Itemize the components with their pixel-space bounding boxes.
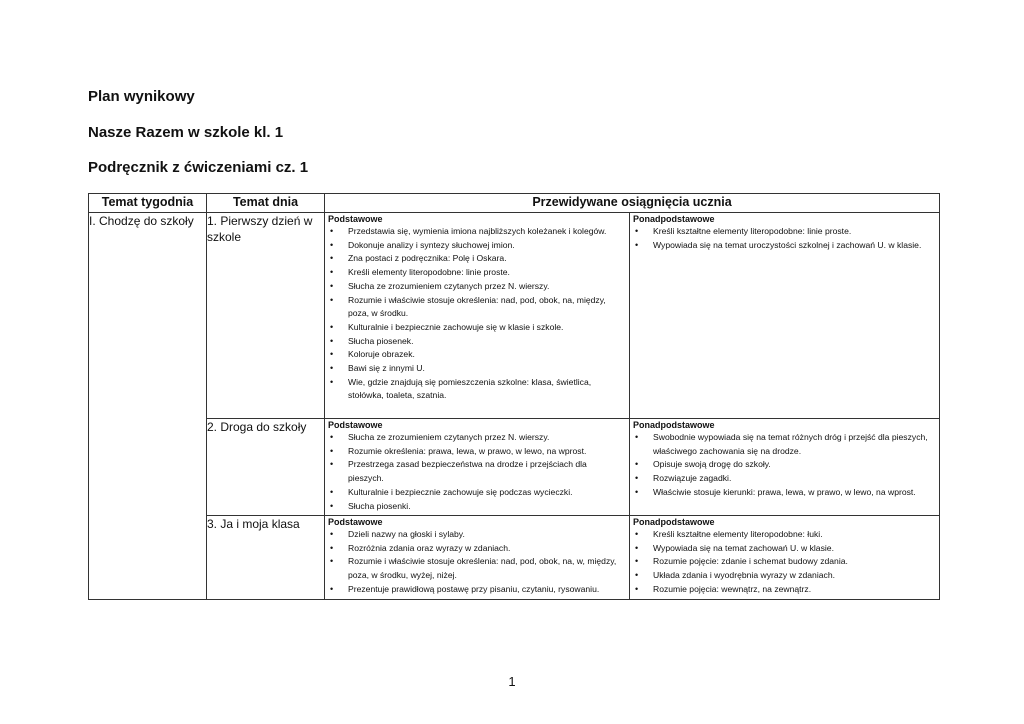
document-title: Plan wynikowy — [88, 88, 195, 105]
list-item: • Układa zdania i wyodrębnia wyrazy w zdaniach. — [633, 569, 935, 583]
list-item: • Słucha ze zrozumieniem czytanych przez N. wierszy. — [328, 431, 625, 445]
extended-goals-list — [630, 528, 939, 597]
list-item: • Bawi się z innymi U. — [328, 362, 625, 376]
basic-goals-list — [325, 431, 629, 513]
list-item: • Opisuje swoją drogę do szkoły. — [633, 458, 935, 472]
list-item: • Kreśli kształtne elementy literopodobne: łuki. — [633, 528, 935, 542]
extended-label: Ponadpodstawowe — [633, 517, 715, 527]
list-item: • Zna postaci z podręcznika: Polę i Oskara. — [328, 252, 625, 266]
basic-goals-cell — [325, 516, 630, 600]
extended-goals-list — [630, 225, 939, 252]
extended-goals-cell — [630, 419, 940, 516]
basic-goals-cell — [325, 213, 630, 419]
list-item: • Kreśli elementy literopodobne: linie proste. — [328, 266, 625, 280]
list-item: • Rozróżnia zdania oraz wyrazy w zdaniach. — [328, 542, 625, 556]
extended-goals-cell — [630, 516, 940, 600]
list-item: • Rozumie określenia: prawa, lewa, w prawo, w lewo, na wprost. — [328, 445, 625, 459]
week-topic-cell: I. Chodzę do szkoły — [89, 213, 207, 600]
table-row — [89, 213, 940, 419]
list-item: • Wypowiada się na temat uroczystości szkolnej i zachowań U. w klasie. — [633, 239, 935, 253]
basic-goals-list — [325, 225, 629, 403]
list-item: • Dzieli nazwy na głoski i sylaby. — [328, 528, 625, 542]
basic-label: Podstawowe — [328, 517, 383, 527]
basic-label: Podstawowe — [328, 420, 383, 430]
basic-label: Podstawowe — [328, 214, 383, 224]
extended-goals-list — [630, 431, 939, 500]
basic-goals-cell — [325, 419, 630, 516]
plan-table — [88, 193, 940, 600]
textbook-title: Podręcznik z ćwiczeniami cz. 1 — [88, 159, 309, 176]
list-item: • Prezentuje prawidłową postawę przy pisaniu, czytaniu, rysowaniu. — [328, 583, 625, 597]
extended-goals-cell — [630, 213, 940, 419]
list-item: • Rozumie i właściwie stosuje określenia: nad, pod, obok, na, między, poza, w środku. — [328, 294, 625, 321]
list-item: • Kulturalnie i bezpiecznie zachowuje się w klasie i szkole. — [328, 321, 625, 335]
list-item: • Rozumie i właściwie stosuje określenia: nad, pod, obok, na, w, między, poza, w środku, wyżej, niżej. — [328, 555, 625, 582]
list-item: • Przestrzega zasad bezpieczeństwa na drodze i przejściach dla pieszych. — [328, 458, 625, 485]
list-item: • Koloruje obrazek. — [328, 348, 625, 362]
list-item: • Słucha piosenek. — [328, 335, 625, 349]
list-item: • Swobodnie wypowiada się na temat różnych dróg i przejść dla pieszych, właściwego zachowania się na drodze. — [633, 431, 935, 458]
list-item: • Rozumie pojęcia: wewnątrz, na zewnątrz. — [633, 583, 935, 597]
table-header-row — [89, 194, 940, 213]
list-item: • Dokonuje analizy i syntezy słuchowej imion. — [328, 239, 625, 253]
extended-label: Ponadpodstawowe — [633, 214, 715, 224]
list-item: • Kulturalnie i bezpiecznie zachowuje się podczas wycieczki. — [328, 486, 625, 500]
list-item: • Wypowiada się na temat zachowań U. w klasie. — [633, 542, 935, 556]
day-topic-cell: 2. Droga do szkoły — [207, 419, 325, 516]
header-week-topic: Temat tygodnia — [89, 194, 207, 213]
list-item: • Przedstawia się, wymienia imiona najbliższych koleżanek i kolegów. — [328, 225, 625, 239]
list-item: • Właściwie stosuje kierunki: prawa, lewa, w prawo, w lewo, na wprost. — [633, 486, 935, 500]
list-item: • Kreśli kształtne elementy literopodobne: linie proste. — [633, 225, 935, 239]
table-row — [89, 516, 940, 600]
extended-label: Ponadpodstawowe — [633, 420, 715, 430]
page-number: 1 — [508, 674, 516, 689]
basic-goals-list — [325, 528, 629, 597]
table-row — [89, 419, 940, 516]
day-topic-cell: 3. Ja i moja klasa — [207, 516, 325, 600]
list-item: • Słucha ze zrozumieniem czytanych przez N. wierszy. — [328, 280, 625, 294]
document-subtitle: Nasze Razem w szkole kl. 1 — [88, 124, 284, 141]
list-item: • Wie, gdzie znajdują się pomieszczenia szkolne: klasa, świetlica, stołówka, toaleta, szatnia. — [328, 376, 625, 403]
list-item: • Rozumie pojęcie: zdanie i schemat budowy zdania. — [633, 555, 935, 569]
list-item: • Słucha piosenki. — [328, 500, 625, 514]
list-item: • Rozwiązuje zagadki. — [633, 472, 935, 486]
header-expected-achievements: Przewidywane osiągnięcia ucznia — [325, 194, 940, 213]
header-day-topic: Temat dnia — [207, 194, 325, 213]
day-topic-cell: 1. Pierwszy dzień w szkole — [207, 213, 325, 419]
